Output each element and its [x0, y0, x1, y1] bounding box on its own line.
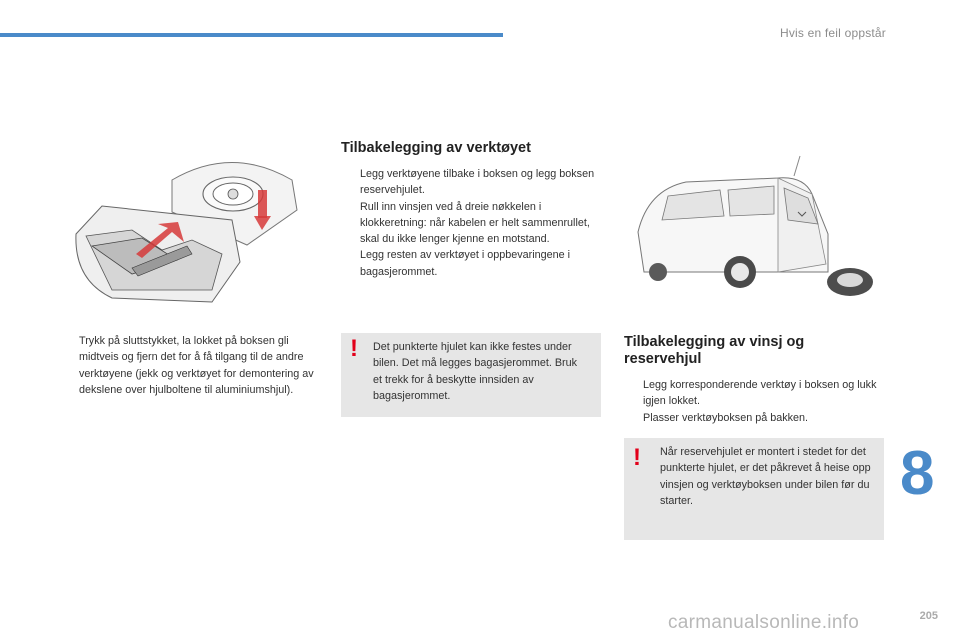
tools-steps-list: [341, 166, 603, 280]
winch-warning-note: ! Når reservehjulet er montert i stedet for det punkterte hjulet, er det påkrevet å heise opp vinsjen og verktøyboksen under bilen før du starter.: [624, 438, 884, 540]
exclamation-icon: !: [350, 335, 358, 362]
left-column: [60, 333, 325, 398]
toolbox-illustration: [72, 150, 304, 310]
tools-section: [341, 140, 603, 280]
winch-section: [624, 334, 886, 426]
tools-heading: Tilbakelegging av verktøyet: [341, 140, 531, 156]
watermark: carmanualsonline.info: [668, 612, 860, 633]
list-item: Trykk på sluttstykket, la lokket på boksen gli midtveis og fjern det for å få tilgang til de andre verktøyene (jekk og verktøyet for demontering av dekslene over hjulboltene til aluminiumshjul).: [79, 335, 314, 396]
exclamation-icon: !: [633, 444, 641, 471]
winch-steps-list: [624, 377, 886, 426]
chapter-number: 8: [900, 439, 935, 508]
tools-warning-note: ! Det punkterte hjulet kan ikke festes under bilen. Det må legges bagasjerommet. Bruk et trekk for å beskytte innsiden av bagasjerommet.: [341, 333, 601, 417]
list-item: Legg korresponderende verktøy i boksen og lukk igjen lokket.: [643, 379, 877, 408]
car-illustration: [628, 154, 878, 304]
winch-heading: Tilbakelegging av vinsj og reservehjul: [624, 334, 805, 367]
list-item: Legg verktøyene tilbake i boksen og legg boksen reservehjulet.: [360, 168, 595, 197]
list-item: Plasser verktøyboksen på bakken.: [643, 411, 809, 424]
running-head: Hvis en feil oppstår: [779, 26, 886, 40]
left-steps-list: [60, 333, 325, 398]
header-rule: [0, 33, 503, 37]
list-item: Rull inn vinsjen ved å dreie nøkkelen i klokkeretning: når kabelen er helt sammenrullet, skal du ikke lenger kjenne en motstand.: [360, 200, 590, 246]
page-number: 205: [919, 610, 938, 622]
list-item: Legg resten av verktøyet i oppbevaringene i bagasjerommet.: [360, 249, 571, 278]
